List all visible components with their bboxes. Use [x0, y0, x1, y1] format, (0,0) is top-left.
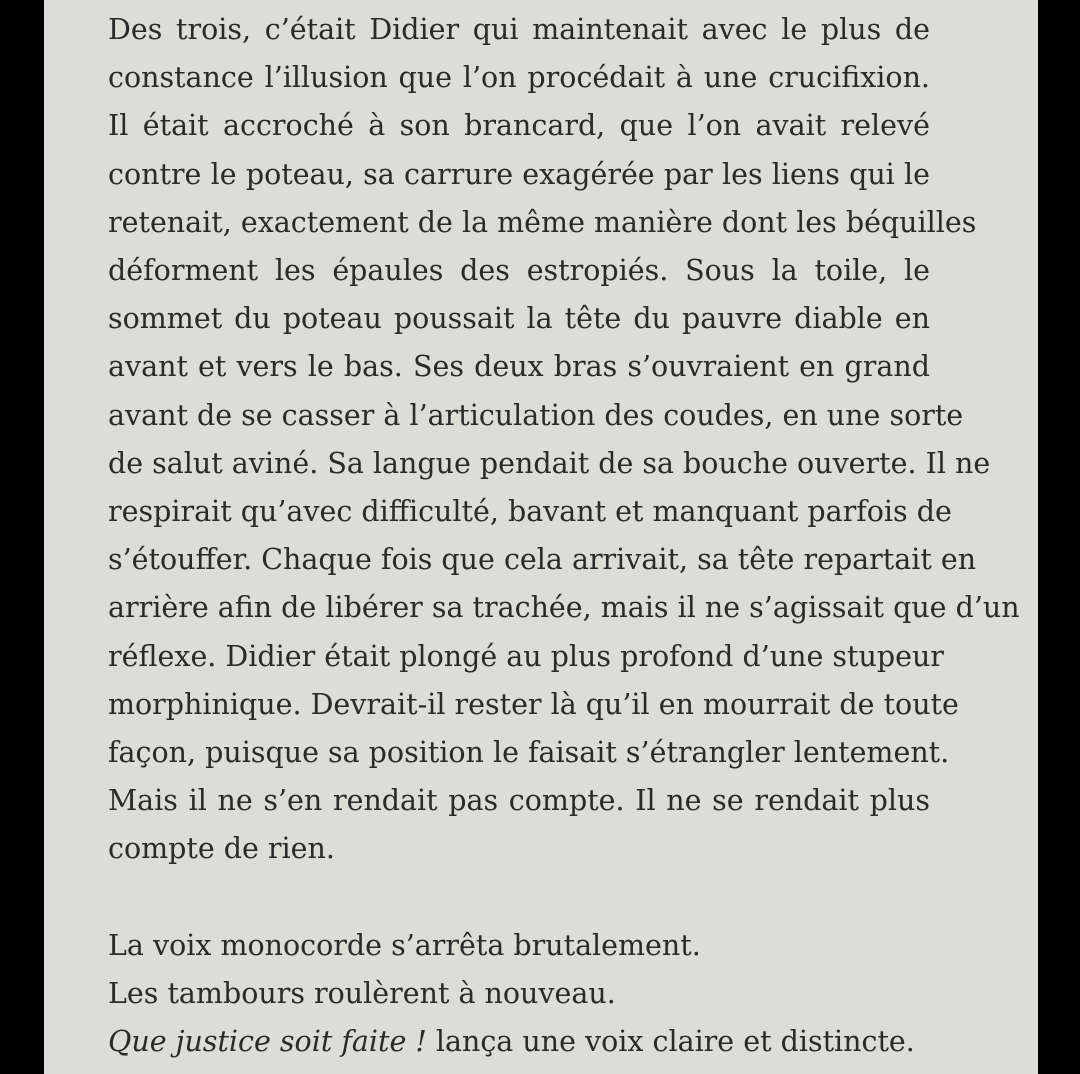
text-line: réflexe. Didier était plongé au plus profond d’une stupeur: [108, 639, 944, 673]
text-line: retenait, exactement de la même manière dont les béquilles: [108, 205, 977, 239]
text-line: avant de se casser à l’articulation des coudes, en une sorte: [108, 398, 964, 432]
text-line: avant et vers le bas. Ses deux bras s’ouvraient en grand: [108, 350, 930, 384]
text-line: arrière afin de libérer sa trachée, mais il ne s’agissait que d’un: [108, 591, 1020, 625]
justice-line: [108, 1018, 930, 1066]
page-text: [108, 6, 1020, 1066]
text-line: contre le poteau, sa carrure exagérée par les liens qui le: [108, 157, 930, 191]
text-line: respirait qu’avec difficulté, bavant et manquant parfois de: [108, 495, 952, 529]
text-line: Il était accroché à son brancard, que l’on avait relevé: [108, 109, 930, 143]
justice-rest: lança une voix claire et distincte.: [426, 1025, 915, 1059]
text-line: Mais il ne s’en rendait pas compte. Il ne se rendait plus: [108, 784, 930, 818]
paragraph-1: [108, 6, 1020, 874]
text-line: façon, puisque sa position le faisait s’étrangler lentement.: [108, 736, 950, 770]
voice-line: La voix monocorde s’arrêta brutalement.: [108, 928, 701, 962]
text-line: compte de rien.: [108, 832, 335, 866]
drums-line: Les tambours roulèrent à nouveau.: [108, 976, 616, 1010]
text-line: Des trois, c’était Didier qui maintenait avec le plus de: [108, 13, 930, 46]
paragraph-gap: [108, 874, 930, 922]
text-line: constance l’illusion que l’on procédait à une crucifixion.: [108, 61, 930, 95]
book-page: [44, 0, 1038, 1074]
text-line: déforment les épaules des estropiés. Sous la toile, le: [108, 254, 930, 288]
justice-italic: Que justice soit faite !: [108, 1025, 427, 1059]
text-line: de salut aviné. Sa langue pendait de sa bouche ouverte. Il ne: [108, 446, 991, 480]
text-line: sommet du poteau poussait la tête du pauvre diable en: [108, 302, 930, 336]
text-line: s’étouffer. Chaque fois que cela arrivait, sa tête repartait en: [108, 543, 977, 577]
text-line: morphinique. Devrait-il rester là qu’il en mourrait de toute: [108, 687, 959, 721]
